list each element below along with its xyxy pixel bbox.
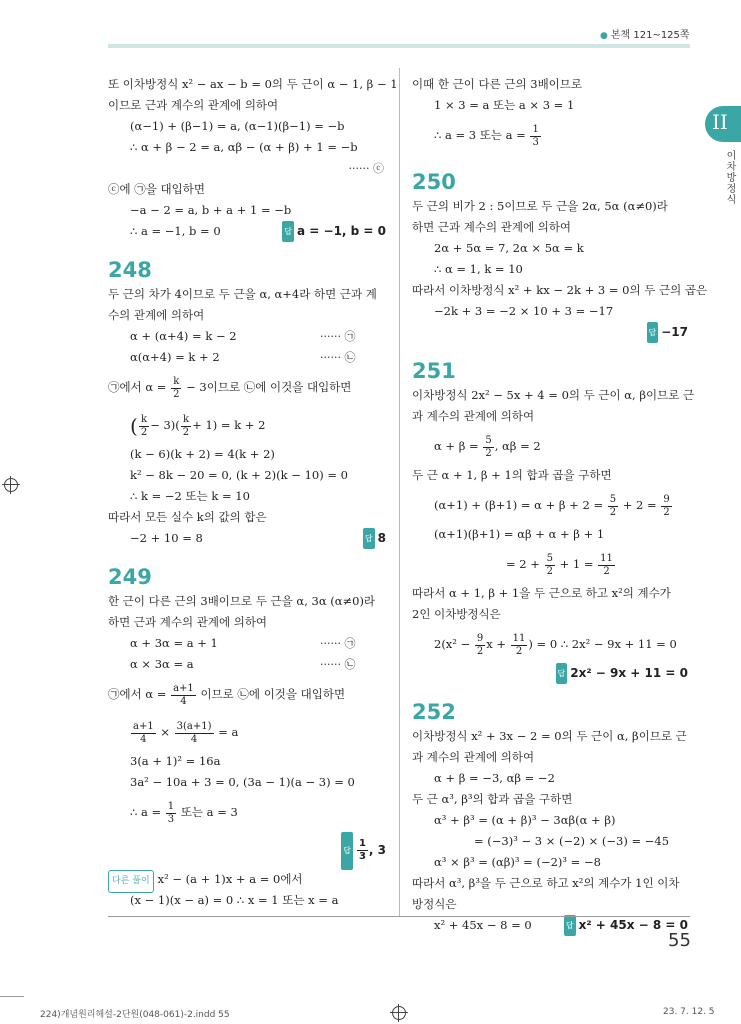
chapter-label: 이차방정식 <box>724 150 735 205</box>
equation-line: 3a² − 10a + 3 = 0, (3a − 1)(a − 3) = 0 <box>130 775 355 789</box>
text-segment: ㉠에서 α = <box>108 380 167 394</box>
fraction: $\frac{11}{2}$ <box>512 632 526 657</box>
equation-line: −2 + 10 = 8 <box>130 531 203 545</box>
answer-icon: 답 <box>556 663 568 684</box>
text-line: 이차방정식 2x² − 5x + 4 = 0의 두 근이 α, β이므로 근 <box>412 388 695 402</box>
header-section-ref: ● 본책 121~125쪽 <box>600 30 690 41</box>
equation-marker: ······ ㉠ <box>320 330 356 343</box>
paren: ( <box>130 414 138 438</box>
text-line: 따라서 모든 실수 k의 값의 합은 <box>108 510 267 524</box>
fraction: $\frac{3(a+1)}{4}$ <box>176 720 212 745</box>
problem-number: 249 <box>108 565 152 589</box>
text-line: 따라서 α + 1, β + 1을 두 근으로 하고 x²의 계수가 <box>412 586 671 600</box>
text-line: 이므로 근과 계수의 관계에 의하여 <box>108 98 279 112</box>
text-segment: x + <box>486 637 507 651</box>
equation-line: α + β = −3, αβ = −2 <box>434 771 555 785</box>
text-segment: + 1 = <box>559 557 594 571</box>
equation-line: x² + 45x − 8 = 0 <box>434 918 532 932</box>
registration-mark-icon <box>4 478 18 492</box>
equation-line: ∴ a = −1, b = 0 <box>130 224 221 238</box>
equation-line: (α+1)(β+1) = αβ + α + β + 1 <box>434 527 605 541</box>
problem-number: 251 <box>412 359 456 383</box>
footer-date: 23. 7. 12. 5 <box>663 1007 715 1017</box>
equation-line: α + 3α = a + 1 <box>130 636 218 650</box>
equation-line: α(α+4) = k + 2 <box>130 350 220 364</box>
equation-line: −2k + 3 = −2 × 10 + 3 = −17 <box>434 304 614 318</box>
equation-marker: ······ ⓒ <box>348 162 384 175</box>
text-segment: ∴ a = 3 또는 a = <box>434 128 526 142</box>
equation-line: = (−3)³ − 3 × (−2) × (−3) = −45 <box>474 834 670 848</box>
fraction: $\frac{9}{2}$ <box>476 632 484 657</box>
fraction: $\frac{1}{3}$ <box>532 123 539 148</box>
text-segment: × <box>160 725 170 739</box>
fraction: $\frac{5}{2}$ <box>485 434 492 459</box>
answer-icon: 답 <box>564 915 576 936</box>
text-line: 두 근 α + 1, β + 1의 합과 곱을 구하면 <box>412 468 612 482</box>
text-line: 하면 근과 계수의 관계에 의하여 <box>108 615 268 629</box>
text-line: 방정식은 <box>412 897 457 911</box>
text-segment: ∴ a = <box>130 805 162 819</box>
text-segment: − 3이므로 ㉡에 이것을 대입하면 <box>186 380 352 394</box>
answer-icon: 답 <box>363 528 375 549</box>
problem-252 <box>412 698 692 936</box>
equation-line: (k − 6)(k + 2) = 4(k + 2) <box>130 447 275 461</box>
text-segment: − 3)( <box>150 418 180 432</box>
text-segment: = a <box>218 725 239 739</box>
text-segment: , αβ = 2 <box>494 439 541 453</box>
alternate-solution-badge: 다른 풀이 <box>108 870 154 893</box>
answer-icon: 답 <box>647 322 659 343</box>
text-line: 두 근의 비가 2 : 5이므로 두 근을 2α, 5α (α≠0)라 <box>412 199 668 213</box>
text-segment: + 2 = <box>622 498 657 512</box>
solution-249-continued <box>412 74 692 154</box>
equation-line: α³ + β³ = (α + β)³ − 3αβ(α + β) <box>434 813 616 827</box>
chapter-roman-numeral: II <box>712 110 728 134</box>
equation-line: k² − 8k − 20 = 0, (k + 2)(k − 10) = 0 <box>130 468 348 482</box>
text-line: 과 계수의 관계에 의하여 <box>412 409 535 423</box>
problem-248 <box>108 256 390 549</box>
answer-icon: 답 <box>341 832 353 870</box>
bullet-icon: ● <box>600 31 608 41</box>
registration-mark-icon <box>392 1006 406 1020</box>
equation-line: (x − 1)(x − a) = 0 ∴ x = 1 또는 x = a <box>130 893 339 907</box>
fraction: $\frac{a+1}{4}$ <box>173 682 194 707</box>
equation-marker: ······ ㉡ <box>320 351 356 364</box>
text-line: 이차방정식 x² + 3x − 2 = 0의 두 근이 α, β이므로 근 <box>412 729 687 743</box>
text-line: 과 계수의 관계에 의하여 <box>412 750 535 764</box>
equation-line: x² − (a + 1)x + a = 0에서 <box>157 872 303 886</box>
text-line: 두 근 α³, β³의 합과 곱을 구하면 <box>412 792 573 806</box>
right-column <box>412 74 708 936</box>
fraction: $\frac{k}{2}$ <box>182 413 190 438</box>
equation-line: ∴ α + β − 2 = a, αβ − (α + β) + 1 = −b <box>130 140 358 154</box>
text-segment: (α+1) + (β+1) = α + β + 2 = <box>434 498 604 512</box>
problem-number: 252 <box>412 700 456 724</box>
equation-line: α³ × β³ = (αβ)³ = (−2)³ = −8 <box>434 855 601 869</box>
problem-number: 250 <box>412 170 456 194</box>
equation-line: 3(a + 1)² = 16a <box>130 754 221 768</box>
answer-icon: 답 <box>282 221 294 242</box>
equation-marker: ······ ㉡ <box>320 658 356 671</box>
bottom-rule <box>108 916 690 917</box>
text-segment: ) = 0 ∴ 2x² − 9x + 11 = 0 <box>528 637 677 651</box>
fraction: $\frac{11}{2}$ <box>600 552 613 577</box>
fraction: $\frac{5}{2}$ <box>546 552 553 577</box>
text-line: 두 근의 차가 4이므로 두 근을 α, α+4라 하면 근과 계 <box>108 287 377 301</box>
footer-rule <box>0 996 24 997</box>
text-line: ⓒ에 ㉠을 대입하면 <box>108 182 205 196</box>
problem-251 <box>412 357 695 684</box>
problem-number: 248 <box>108 258 152 282</box>
fraction: $\frac{9}{2}$ <box>663 493 670 518</box>
text-line: 따라서 α³, β³을 두 근으로 하고 x²의 계수가 1인 이차 <box>412 876 680 890</box>
equation-line: α + (α+4) = k − 2 <box>130 329 237 343</box>
text-line: 이때 한 근이 다른 근의 3배이므로 <box>412 77 583 91</box>
equation-line: 1 × 3 = a 또는 a × 3 = 1 <box>434 98 575 112</box>
text-segment: 또는 a = 3 <box>180 805 238 819</box>
answer-box: 답 a = −1, b = 0 <box>282 221 386 242</box>
text-segment: = 2 + <box>506 557 540 571</box>
column-divider <box>399 68 400 916</box>
text-line: 한 근이 다른 근의 3배이므로 두 근을 α, 3α (α≠0)라 <box>108 594 376 608</box>
equation-line: 2α + 5α = 7, 2α × 5α = k <box>434 241 584 255</box>
fraction: $\frac{5}{2}$ <box>609 493 617 518</box>
fraction: $\frac{a+1}{4}$ <box>133 720 154 745</box>
answer-box: 답 x² + 45x − 8 = 0 <box>564 915 688 936</box>
fraction: $\frac{1}{3}$ <box>358 838 366 862</box>
answer-box: 답 −17 <box>647 322 689 343</box>
text-line: 수의 관계에 의하여 <box>108 308 205 322</box>
answer-box: 답 $\frac{1}{3}$ , 3 <box>341 831 386 870</box>
text-line: 따라서 이차방정식 x² + kx − 2k + 3 = 0의 두 근의 곱은 <box>412 283 708 297</box>
fraction: $\frac{k}{2}$ <box>140 413 148 438</box>
problem-249 <box>108 563 390 911</box>
text-segment: 2(x² − <box>434 637 471 651</box>
text-line: 하면 근과 계수의 관계에 의하여 <box>412 220 572 234</box>
problem-250 <box>412 168 708 343</box>
equation-line: α × 3α = a <box>130 657 194 671</box>
equation-line: −a − 2 = a, b + a + 1 = −b <box>130 203 292 217</box>
text-segment: 이므로 ㉡에 이것을 대입하면 <box>200 687 346 701</box>
answer-box: 답 8 <box>363 528 386 549</box>
equation-marker: ······ ㉠ <box>320 637 356 650</box>
text-line: 2인 이차방정식은 <box>412 607 501 621</box>
fraction: $\frac{1}{3}$ <box>167 800 175 825</box>
header-bar <box>108 44 690 48</box>
equation-line: ∴ α = 1, k = 10 <box>434 262 523 276</box>
page-number: 55 <box>668 930 691 951</box>
answer-box: 답 2x² − 9x + 11 = 0 <box>556 663 688 684</box>
text-segment: + 1) = k + 2 <box>192 418 266 432</box>
footer-file-info: 224)개념원리해설-2단원(048-061)-2.indd 55 <box>40 1010 230 1020</box>
left-column <box>108 74 398 911</box>
text-segment: ㉠에서 α = <box>108 687 167 701</box>
text-segment: α + β = <box>434 439 479 453</box>
fraction: $\frac{k}{2}$ <box>173 375 180 400</box>
solution-247-continued <box>108 74 398 242</box>
equation-line: ∴ k = −2 또는 k = 10 <box>130 489 250 503</box>
text-line: 또 이차방정식 x² − ax − b = 0의 두 근이 α − 1, β − 1 <box>108 77 398 91</box>
equation-line: (α−1) + (β−1) = a, (α−1)(β−1) = −b <box>130 119 345 133</box>
